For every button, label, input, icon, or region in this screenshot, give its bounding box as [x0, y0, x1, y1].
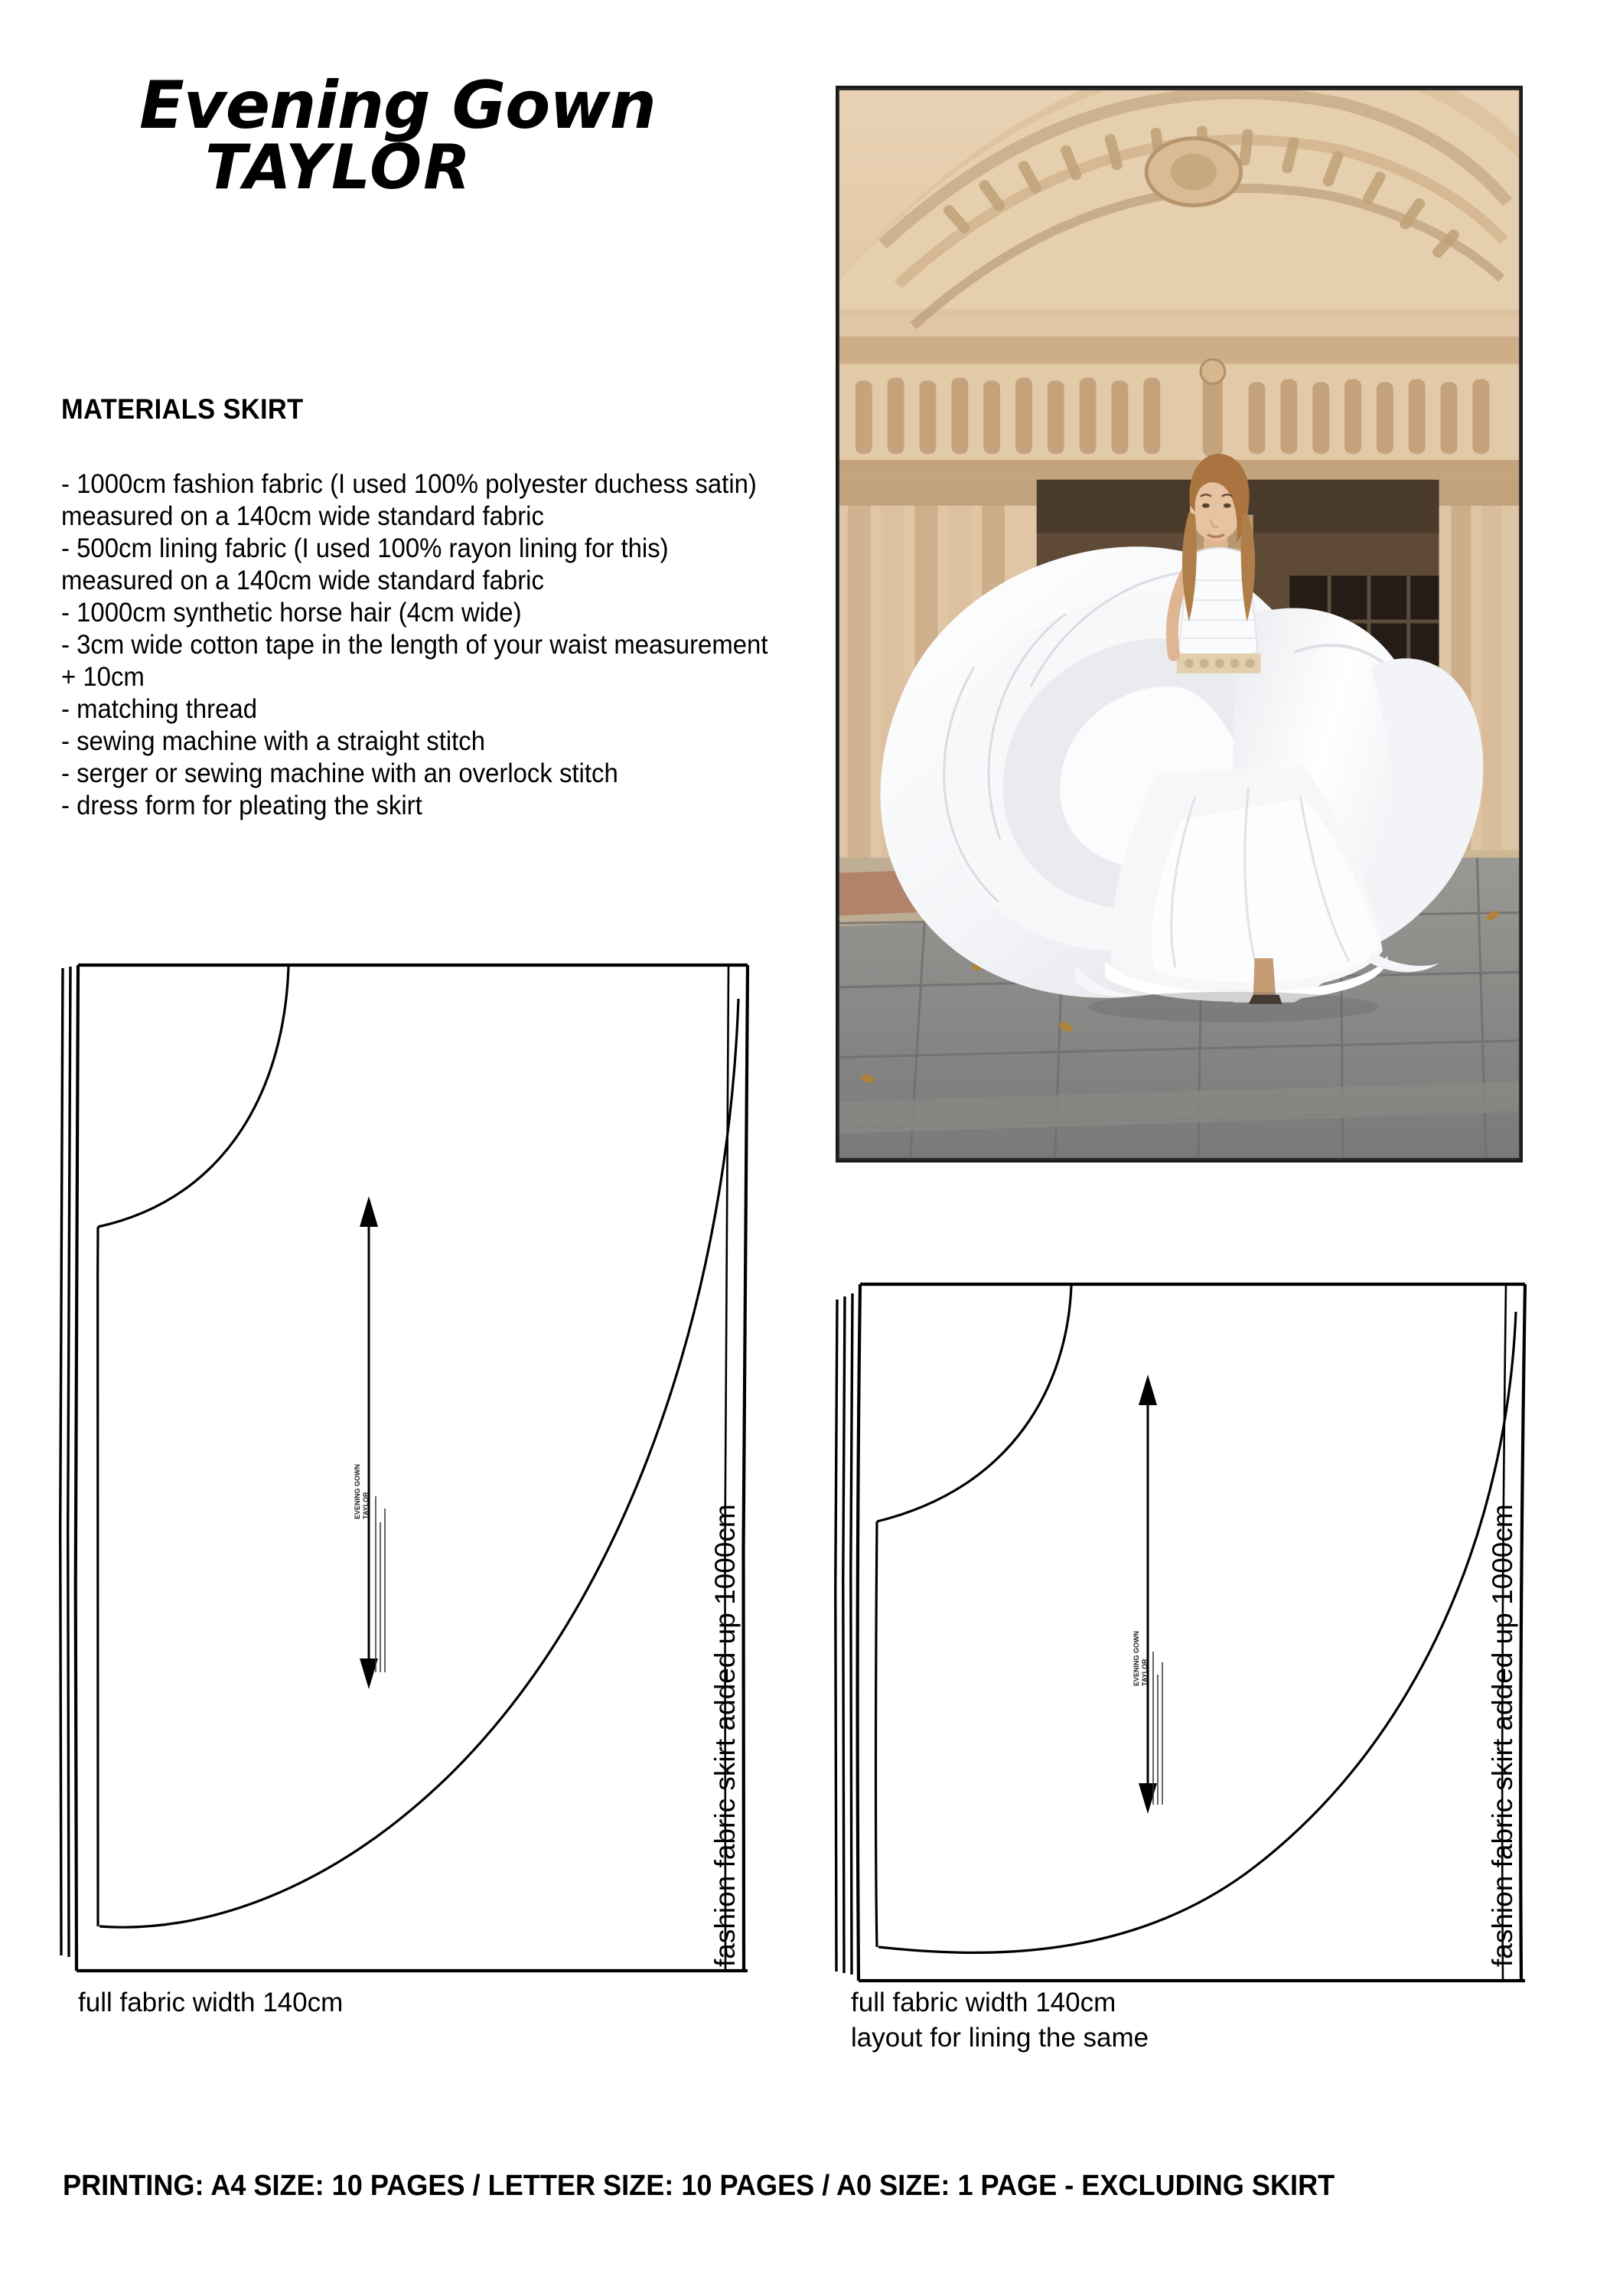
materials-item: - 1000cm synthetic horse hair (4cm wide) [61, 598, 522, 628]
watermark-brand-line2: TAYLOR [362, 1492, 370, 1519]
title-line-evening-gown: Evening Gown [139, 67, 656, 144]
watermark-brand-line1: EVENING GOWN [1133, 1630, 1140, 1686]
fashion-fabric-length-label: fashion fabric skirt added up 1000cm [709, 1504, 741, 1967]
materials-item: - matching thread [61, 694, 258, 724]
gown-photo-illustration [838, 88, 1520, 1160]
pattern-watermark [354, 1464, 370, 1519]
materials-item: - 3cm wide cotton tape in the length of your waist measurement + 10cm [61, 630, 768, 692]
fashion-fabric-layout-diagram [55, 953, 767, 1990]
printing-note: PRINTING: A4 SIZE: 10 PAGES / LETTER SIZE: 10 PAGES / A0 SIZE: 1 PAGE - EXCLUDING SKIRT [63, 2170, 1335, 2202]
watermark-brand-line2: TAYLOR [1141, 1658, 1149, 1686]
pattern-watermark-fineprint [1152, 1652, 1163, 1805]
lining-fabric-length-label: fashion fabric skirt added up 1000cm [1487, 1504, 1518, 1967]
caption-line: full fabric width 140cm [851, 1988, 1116, 2017]
caption-line: full fabric width 140cm [78, 1988, 344, 2017]
gown-photo [836, 86, 1523, 1163]
watermark-brand-line1: EVENING GOWN [354, 1463, 361, 1519]
fashion-fabric-layout-drawing [55, 953, 767, 1990]
materials-item: - dress form for pleating the skirt [61, 791, 422, 820]
lining-fabric-caption [851, 1985, 1149, 2056]
pattern-watermark-fineprint [375, 1496, 386, 1672]
pattern-watermark [1133, 1631, 1149, 1686]
lining-fabric-layout-drawing [833, 1269, 1544, 1992]
materials-item: - 500cm lining fabric (I used 100% rayon lining for this) measured on a 140cm wide standard fabric [61, 533, 669, 595]
materials-heading: MATERIALS SKIRT [61, 393, 304, 425]
materials-item: - sewing machine with a straight stitch [61, 726, 486, 756]
fashion-fabric-caption [78, 1985, 343, 2020]
caption-line: layout for lining the same [851, 2023, 1149, 2053]
lining-fabric-layout-diagram [833, 1269, 1544, 1992]
materials-item: - serger or sewing machine with an overlock stitch [61, 758, 618, 788]
materials-item: - 1000cm fashion fabric (I used 100% polyester duchess satin) measured on a 140cm wide standard fabric [61, 469, 757, 531]
materials-list [61, 468, 770, 822]
page-title [73, 67, 793, 204]
title-line-taylor: TAYLOR [205, 132, 472, 204]
